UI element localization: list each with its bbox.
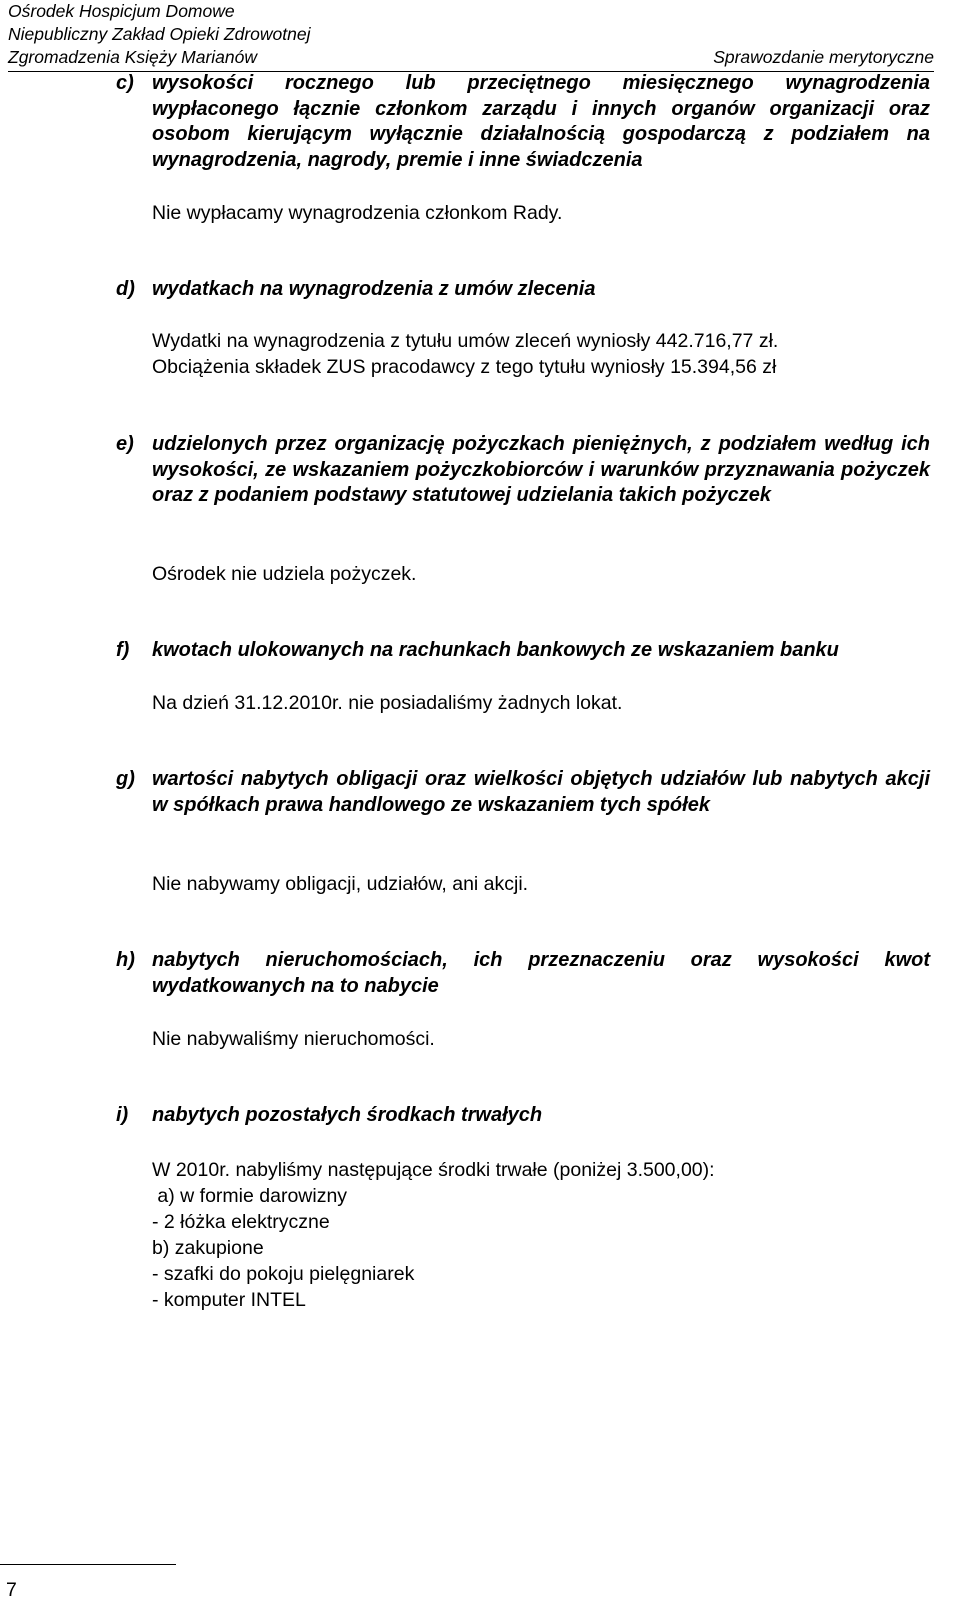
- section-d-body-line-2: Obciążenia składek ZUS pracodawcy z tego tytułu wyniosły 15.394,56 zł: [152, 356, 777, 378]
- section-letter: g): [116, 768, 135, 790]
- list-item: - komputer INTEL: [152, 1289, 306, 1311]
- organization-name: Ośrodek Hospicjum Domowe: [8, 1, 235, 21]
- list-item: b) zakupione: [152, 1237, 264, 1259]
- section-heading-d: [116, 277, 930, 303]
- fixed-assets-list: [152, 1157, 715, 1313]
- section-g-body: Nie nabywamy obligacji, udziałów, ani akcji.: [152, 873, 529, 895]
- page-header: [8, 0, 934, 72]
- section-heading-text: wydatkach na wynagrodzenia z umów zlecenia: [152, 278, 596, 300]
- organization-type: Niepubliczny Zakład Opieki Zdrowotnej: [8, 24, 311, 44]
- section-heading-f: [116, 638, 930, 664]
- header-row: [8, 46, 934, 72]
- section-h-body: Nie nabywaliśmy nieruchomości.: [152, 1028, 435, 1050]
- section-letter: c): [116, 72, 134, 94]
- section-heading-text: kwotach ulokowanych na rachunkach bankowych ze wskazaniem banku: [152, 639, 839, 661]
- section-letter: i): [116, 1104, 129, 1126]
- section-letter: f): [116, 639, 130, 661]
- section-heading-h: [116, 948, 930, 999]
- section-heading-g: [116, 767, 930, 818]
- list-item: W 2010r. nabyliśmy następujące środki trwałe (poniżej 3.500,00):: [152, 1159, 715, 1181]
- section-heading-text: wysokości rocznego lub przeciętnego miesięcznego wynagrodzenia wypłaconego łącznie członkom zarządu i innych organów organizacji oraz osobom kierującym wyłącznie działalnością gospodarczą z podziałem na wynagrodzenia, nagrody, premie i inne świadczenia: [152, 72, 930, 171]
- list-item: a) w formie darowizny: [152, 1185, 348, 1207]
- section-letter: h): [116, 949, 135, 971]
- section-heading-text: wartości nabytych obligacji oraz wielkości objętych udziałów lub nabytych akcji w spółkach prawa handlowego ze wskazaniem tych spółek: [152, 768, 930, 816]
- section-heading-e: [116, 432, 930, 509]
- section-heading-text: udzielonych przez organizację pożyczkach pieniężnych, z podziałem według ich wysokości, ze wskazaniem pożyczkobiorców i warunków przyznawania pożyczek oraz z podaniem podstawy statutowej udzielania takich pożyczek: [152, 433, 930, 506]
- section-letter: e): [116, 433, 134, 455]
- list-item: - szafki do pokoju pielęgniarek: [152, 1263, 415, 1285]
- section-heading-c: [116, 71, 930, 173]
- section-f-body: Na dzień 31.12.2010r. nie posiadaliśmy żadnych lokat.: [152, 692, 623, 714]
- section-heading-text: nabytych nieruchomościach, ich przeznaczeniu oraz wysokości kwot wydatkowanych na to nabycie: [152, 949, 930, 997]
- page-number: 7: [6, 1579, 17, 1601]
- document-type: Sprawozdanie merytoryczne: [713, 47, 934, 67]
- section-c-body: Nie wypłacamy wynagrodzenia członkom Rady.: [152, 202, 563, 224]
- organization-congregation: Zgromadzenia Księży Marianów: [8, 47, 257, 67]
- section-letter: d): [116, 278, 135, 300]
- section-heading-i: [116, 1103, 930, 1129]
- section-d-body-line-1: Wydatki na wynagrodzenia z tytułu umów zleceń wyniosły 442.716,77 zł.: [152, 330, 779, 352]
- section-e-body: Ośrodek nie udziela pożyczek.: [152, 563, 417, 585]
- footer-divider: [0, 1564, 176, 1565]
- section-heading-text: nabytych pozostałych środkach trwałych: [152, 1104, 543, 1126]
- list-item: - 2 łóżka elektryczne: [152, 1211, 330, 1233]
